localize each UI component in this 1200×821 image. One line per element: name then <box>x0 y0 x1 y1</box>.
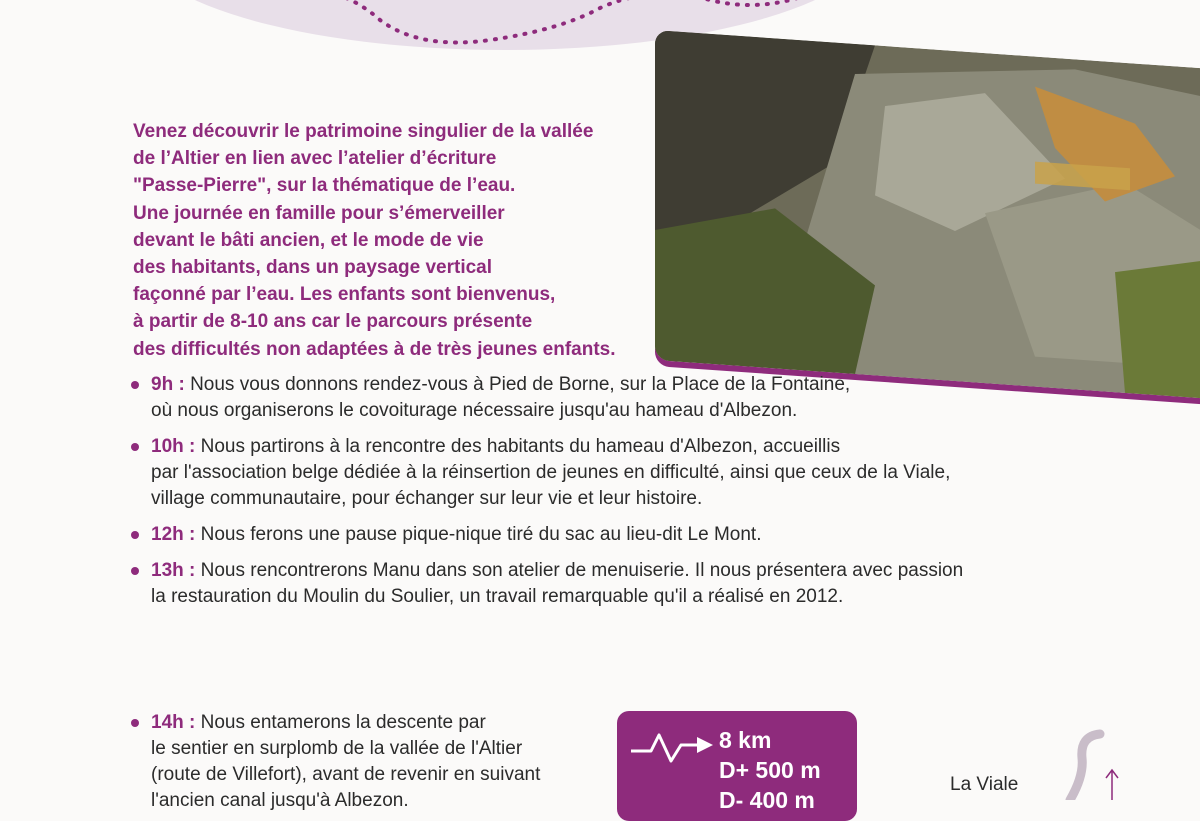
descent-value: D- 400 m <box>719 787 815 813</box>
agenda-text: Nous partirons à la rencontre des habitants du hameau d'Albezon, accueillis <box>200 436 841 457</box>
landscape-photo <box>655 30 1200 399</box>
intro-line: des difficultés non adaptées à de très jeunes enfants. <box>133 338 616 360</box>
agenda-text: l'ancien canal jusqu'à Albezon. <box>151 790 409 811</box>
bullet-icon <box>131 719 139 727</box>
agenda-time: 13h : <box>151 560 196 581</box>
intro-line: Venez découvrir le patrimoine singulier de la vallée <box>133 121 594 142</box>
intro-line: façonné par l’eau. Les enfants sont bienvenus, <box>133 284 556 306</box>
agenda-text: la restauration du Moulin du Soulier, un travail remarquable qu'il a réalisé en 2012. <box>151 586 844 607</box>
agenda-text: village communautaire, pour échanger sur leur vie et leur histoire. <box>151 488 703 509</box>
intro-line: à partir de 8-10 ans car le parcours présente <box>133 311 533 333</box>
agenda-time: 9h : <box>151 374 185 395</box>
agenda-item-10h <box>131 434 1091 512</box>
distance-value: 8 km <box>719 727 772 753</box>
elevation-profile-icon <box>629 727 715 767</box>
agenda-text: Nous entamerons la descente par <box>200 712 486 733</box>
agenda-text: Nous vous donnons rendez-vous à Pied de Borne, sur la Place de la Fontaine, <box>190 374 851 395</box>
intro-text <box>133 118 693 363</box>
intro-line: "Passe-Pierre", sur la thématique de l’eau. <box>133 175 516 197</box>
agenda-list <box>131 372 1091 620</box>
agenda-text: Nous rencontrerons Manu dans son atelier de menuiserie. Il nous présentera avec passion <box>200 560 964 581</box>
agenda-time: 12h : <box>151 524 196 545</box>
agenda-time: 14h : <box>151 712 196 733</box>
agenda-text: (route de Villefort), avant de revenir en suivant <box>151 764 541 785</box>
agenda-item-9h <box>131 372 1091 424</box>
map-place-label: La Viale <box>950 774 1019 795</box>
intro-line: Une journée en famille pour s’émerveiller <box>133 202 505 224</box>
intro-line: devant le bâti ancien, et le mode de vie <box>133 229 484 251</box>
ascent-value: D+ 500 m <box>719 757 821 783</box>
bullet-icon <box>131 443 139 451</box>
bullet-icon <box>131 531 139 539</box>
intro-line: des habitants, dans un paysage vertical <box>133 257 493 279</box>
intro-line: de l’Altier en lien avec l’atelier d’écriture <box>133 148 497 170</box>
hike-stats-box <box>617 711 857 821</box>
agenda-text: Nous ferons une pause pique-nique tiré du sac au lieu-dit Le Mont. <box>200 524 762 545</box>
agenda-text: le sentier en surplomb de la vallée de l'Altier <box>151 738 523 759</box>
route-map-icon <box>1060 728 1120 800</box>
agenda-item-13h <box>131 558 1091 610</box>
bullet-icon <box>131 567 139 575</box>
agenda-text: où nous organiserons le covoiturage nécessaire jusqu'au hameau d'Albezon. <box>151 400 798 421</box>
agenda-item-14h <box>131 710 621 814</box>
agenda-text: par l'association belge dédiée à la réinsertion de jeunes en difficulté, ainsi que ceux de la Viale, <box>151 462 951 483</box>
bullet-icon <box>131 381 139 389</box>
agenda-item-12h <box>131 522 1091 548</box>
agenda-time: 10h : <box>151 436 196 457</box>
